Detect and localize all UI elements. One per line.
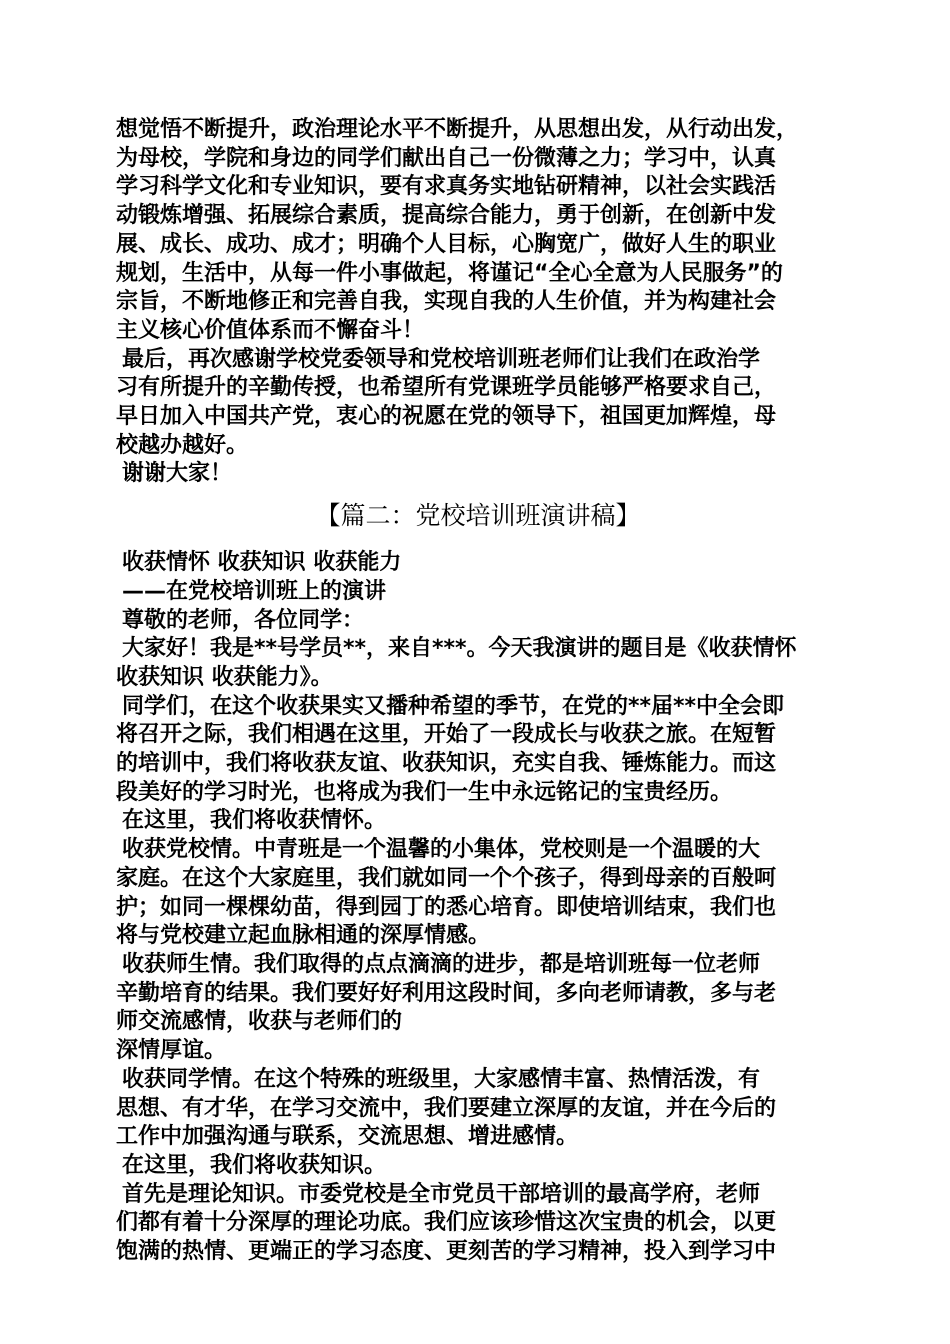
text-line: 展、成长、成功、成才；明确个人目标，心胸宽广，做好人生的职业 [116,231,777,257]
paragraph-intro [116,635,840,692]
text-line: 规划，生活中，从每一件小事做起，将谨记“全心全意为人民服务”的 [116,260,783,286]
paragraph-theory [116,1181,840,1267]
text-line: 宗旨，不断地修正和完善自我，实现自我的人生价值，并为构建社会 [116,289,777,315]
text-line: 同学们，在这个收获果实又播种希望的季节，在党的**届**中全会即 [122,693,785,719]
text-line: 将召开之际，我们相遇在这里，开始了一段成长与收获之旅。在短暂 [116,722,777,748]
text-line: 深情厚谊。 [116,1038,227,1064]
text-line: 为母校，学院和身边的同学们献出自己一份微薄之力；学习中，认真 [116,145,777,171]
text-line: 动锻炼增强、拓展综合素质，提高综合能力，勇于创新，在创新中发 [116,203,777,229]
harvest-knowledge-line: 在这里，我们将收获知识。 [122,1152,387,1178]
text-line: 大家好！我是**号学员**，来自***。今天我演讲的题目是《收获情怀 [122,636,797,662]
document-body [116,116,840,1267]
thanks-line: 谢谢大家！ [122,461,233,487]
text-line: 收获党校情。中青班是一个温馨的小集体，党校则是一个温暖的大 [122,837,761,863]
text-line: 将与党校建立起血脉相通的深厚情感。 [116,923,491,949]
text-line: 学习科学文化和专业知识，要有求真务实地钻研精神，以社会实践活 [116,174,777,200]
text-line: 辛勤培育的结果。我们要好好利用这段时间，多向老师请教，多与老 [116,980,777,1006]
section-heading: 【篇二：党校培训班演讲稿】 [315,501,641,531]
speech-subtitle: ——在党校培训班上的演讲 [122,578,387,604]
paragraph-closing [116,346,840,461]
text-line: 最后，再次感谢学校党委领导和党校培训班老师们让我们在政治学 [122,346,761,372]
text-line: 护；如同一棵棵幼苗，得到园丁的悉心培育。即使培训结束，我们也 [116,894,777,920]
text-line: 校越办越好。 [116,432,249,458]
text-line: 首先是理论知识。市委党校是全市党员干部培训的最高学府，老师 [122,1181,761,1207]
text-line: 早日加入中国共产党，衷心的祝愿在党的领导下，祖国更加辉煌，母 [116,404,777,430]
paragraph-teachers [116,951,840,1066]
text-line: 师交流感情，收获与老师们的 [116,1009,403,1035]
text-line: 工作中加强沟通与联系，交流思想、增进感情。 [116,1124,579,1150]
paragraph-top [116,116,840,346]
text-line: 的培训中，我们将收获友谊、收获知识，充实自我、锤炼能力。而这 [116,751,777,777]
text-line: 主义核心价值体系而不懈奋斗！ [116,317,425,343]
text-line: 饱满的热情、更端正的学习态度、更刻苦的学习精神，投入到学习中 [116,1239,777,1265]
salutation: 尊敬的老师，各位同学： [122,607,365,633]
paragraph-school [116,836,840,951]
text-line: 收获同学情。在这个特殊的班级里，大家感情丰富、热情活泼，有 [122,1066,761,1092]
text-line: 收获知识 收获能力》。 [116,664,333,690]
text-line: 们都有着十分深厚的理论功底。我们应该珍惜这次宝贵的机会，以更 [116,1210,777,1236]
text-line: 想觉悟不断提升，政治理论水平不断提升，从思想出发，从行动出发， [116,117,799,142]
text-line: 段美好的学习时光，也将成为我们一生中永远铭记的宝贵经历。 [116,779,733,805]
harvest-feelings-line: 在这里，我们将收获情怀。 [122,808,387,834]
text-line: 收获师生情。我们取得的点点滴滴的进步，都是培训班每一位老师 [122,951,761,977]
paragraph-classmates [116,1066,840,1152]
paragraph-students [116,693,840,808]
text-line: 家庭。在这个大家庭里，我们就如同一个个孩子，得到母亲的百般呵 [116,865,777,891]
text-line: 习有所提升的辛勤传授，也希望所有党课班学员能够严格要求自己， [116,375,777,401]
speech-title: 收获情怀 收获知识 收获能力 [122,550,402,576]
text-line: 思想、有才华，在学习交流中，我们要建立深厚的友谊，并在今后的 [116,1095,777,1121]
